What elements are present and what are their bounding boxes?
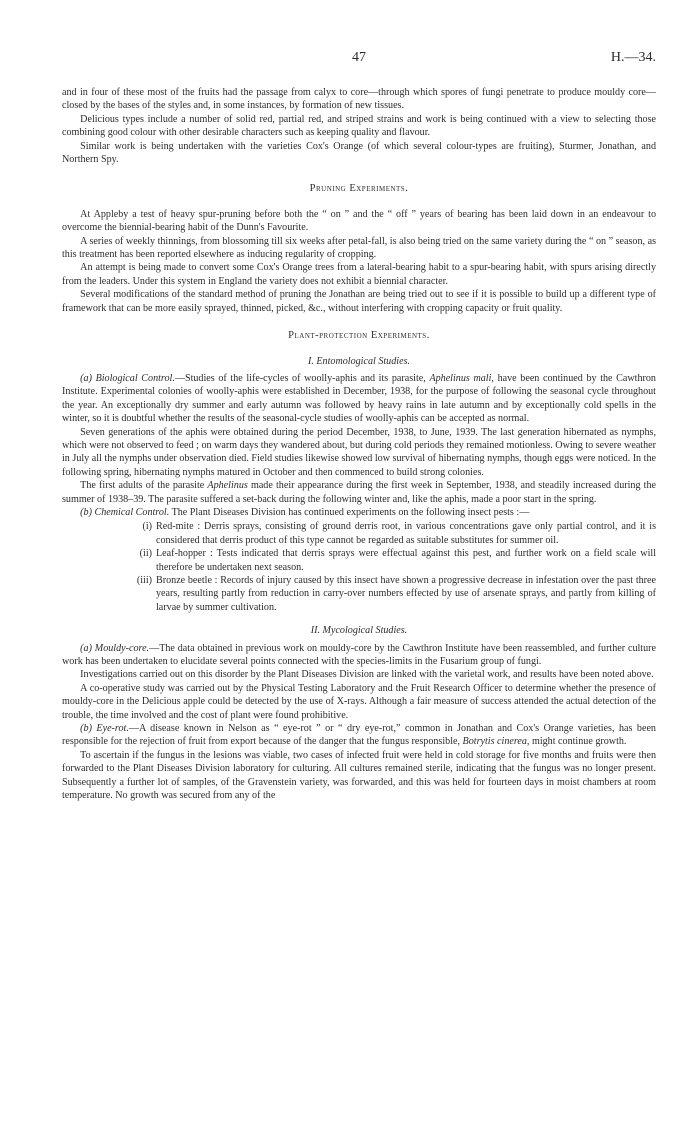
species-name: Aphelinus mali,	[429, 372, 494, 384]
list-item-text: Leaf-hopper : Tests indicated that derris sprays were effectual against this pest, and further work on a field scale will therefore be undertaken next season.	[156, 548, 656, 573]
paragraph: At Appleby a test of heavy spur-pruning before both the “ on ” and the “ off ” years of bearing has been laid down in an endeavour to overcome the biennial-bearing habit of the Dunn's Favourite.	[62, 208, 656, 234]
paragraph: and in four of these most of the fruits had the passage from calyx to core—through which spores of fungi penetrate to produce mouldy core—closed by the bases of the styles and, in some instances, by formation of new tissues.	[62, 87, 656, 112]
paragraph-eye-rot	[62, 722, 656, 749]
text: —A disease known in Nelson as “ eye-rot ” or “ dry eye-rot,” common in Jonathan and Cox's Orange varieties, has been responsible for the rejection of fruit from export because of the danger that the fungus responsible,	[62, 723, 656, 748]
page-number: 47	[352, 50, 366, 65]
paragraph: A series of weekly thinnings, from blossoming till six weeks after petal-fall, is also being tried on the same variety during the “ on ” season, as this treatment has been reported elsewhere as inducing regularity of cropping.	[62, 235, 656, 261]
paragraph: Investigations carried out on this disorder by the Plant Diseases Division are linked with the varietal work, and results have been noted above.	[80, 669, 654, 681]
paragraph: An attempt is being made to convert some Cox's Orange trees from a lateral-bearing habit to a spur-bearing habit, with spurs arising directly from the leaders. Under this system in England the variety does not exhibit a biennial character.	[62, 262, 656, 287]
label-biological-control: (a) Biological Control.	[80, 372, 175, 384]
paragraph: Delicious types include a number of solid red, partial red, and striped strains and work is being continued with a view to selecting those combining good colour with other desirable characters such as keeping quality and flavour.	[62, 113, 656, 139]
list-item-number: (ii)	[139, 548, 152, 560]
paragraph: Similar work is being undertaken with the varieties Cox's Orange (of which several colour-types are fruiting), Sturmer, Jonathan, and Northern Spy.	[62, 140, 656, 166]
document-reference: H.—34.	[610, 50, 656, 65]
paragraph: Several modifications of the standard method of pruning the Jonathan are being tried out to see if it is possible to build up a different type of framework that can be more easily sprayed, thinned, picked, &c., without interfering with cropping capacity or fruit quality.	[62, 289, 656, 314]
label-mouldy-core: (a) Mouldy-core.	[80, 642, 150, 654]
paragraph-chemical-control	[62, 506, 656, 519]
list-item	[62, 574, 656, 614]
species-name: Aphelinus	[207, 480, 248, 492]
pest-list	[62, 520, 656, 614]
list-item-text: Red-mite : Derris sprays, consisting of ground derris root, in various concentrations gave only partial control, and it is considered that derris product of this type cannot be regarded as suitable substitutes for summer oil.	[156, 521, 656, 546]
paragraph: To ascertain if the fungus in the lesions was viable, two cases of infected fruit were held in cold storage for five months and fruits were then forwarded to the Plant Diseases Division laboratory for culturing. All cultures remained sterile, indicating that the fungus was no longer present. Subsequently a further lot of samples, of the Gravenstein variety, was forwarded, and this was held for fourteen days in moist chambers at room temperature. No growth was secured from any of the	[62, 749, 656, 802]
text: —Studies of the life-cycles of woolly-aphis and its parasite,	[174, 372, 430, 384]
paragraph-parasite-adults	[62, 479, 656, 506]
paragraph-biological-control	[62, 372, 656, 426]
paragraph-mouldy-core	[62, 642, 656, 669]
text: made their appearance during the first week in September, 1938, and steadily increased during the summer of 1938–39. The parasite suffered a set-back during the following winter and, like the aphis, made a poor start in the spring.	[62, 480, 657, 505]
paragraph: Seven generations of the aphis were obtained during the period December, 1938, to June, 1939. The last generation hibernated as nymphs, which were not observed to feed ; on warm days they wandered about, but during cold periods they remained motionless. Owing to severe weather in July all the nymphs under observation died. Field studies likewise showed low survival of hibernating nymphs, though eggs were noticed. In the following spring, hibernating nymphs matured in October and then commenced to build strong colonies.	[62, 426, 656, 478]
label-chemical-control: (b) Chemical Control.	[80, 506, 170, 518]
page-header	[62, 50, 656, 72]
subheading-entomological: I. Entomological Studies.	[307, 355, 411, 367]
section-heading-pruning: Pruning Experiments.	[309, 183, 409, 195]
label-eye-rot: (b) Eye-rot.	[80, 723, 129, 735]
paragraph: A co-operative study was carried out by the Physical Testing Laboratory and the Fruit Research Officer to determine whether the presence of mouldy-core in the Delicious apple could be detected by the use of X-rays. Although a fair measure of success attended the actual detection of the trouble, the time involved and the cost of plant were found prohibitive.	[62, 682, 656, 721]
text: might continue growth.	[529, 736, 627, 748]
list-item-text: Bronze beetle : Records of injury caused by this insect have shown a progressive decrease in infestation over the past three years, resulting partly from reduction in carry-over numbers effected by use of arsenate sprays, and partly from killing of larvae by summer cultivation.	[156, 575, 656, 613]
list-item	[62, 520, 656, 547]
species-name: Botrytis cinerea,	[462, 736, 530, 748]
section-heading-plant-protection: Plant-protection Experiments.	[288, 330, 430, 342]
text: The first adults of the parasite	[80, 480, 208, 492]
text: have been continued by the Cawthron Institute. Experimental colonies of woolly-aphis were established in December, 1938, for the purpose of following the seasonal cycle throughout the year. An exceptionally dry summer and early autumn was followed by heavy rains in late autumn and by exceptionally cold spells in the winter, so it is doubtful whether the results of the seasonal-cycle studies of woolly-aphis can be accepted as normal.	[62, 372, 656, 425]
subheading-mycological: II. Mycological Studies.	[310, 625, 408, 637]
body-text	[62, 86, 656, 803]
list-item-number: (iii)	[136, 575, 152, 586]
list-item	[62, 547, 656, 574]
text: The Plant Diseases Division has continued experiments on the following insect pests :—	[169, 506, 530, 518]
text: —The data obtained in previous work on mouldy-core by the Cawthron Institute have been reassembled, and further culture work has been undertaken to elucidate several points connected with the species-limits in the Fusarium group of fungi.	[62, 642, 657, 668]
list-item-number: (i)	[142, 521, 152, 533]
